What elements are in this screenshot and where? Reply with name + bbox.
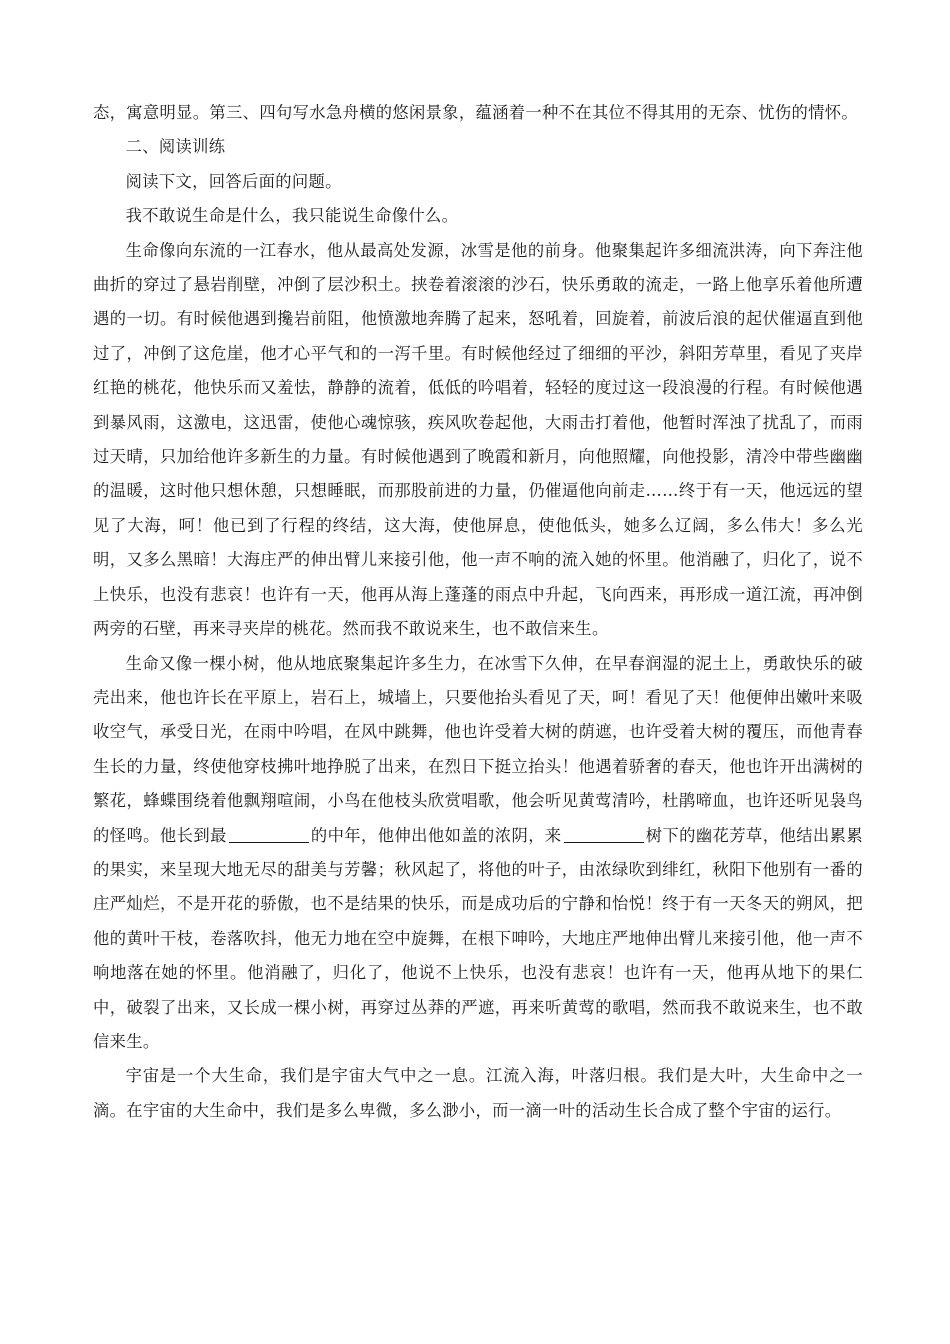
intro-sentence: 我不敢说生命是什么，我只能说生命像什么。 — [125, 206, 459, 226]
paragraph-universe: 宇宙是一个大生命，我们是宇宙大气中之一息。江流入海，叶落归根。我们是大叶，大生命中之一滴。在宇宙的大生命中，我们是多么卑微，多么渺小，而一滴一叶的活动生长合成了整个宇宙的运行。 — [93, 1066, 863, 1120]
section-heading: 二、阅读训练 — [125, 137, 226, 157]
reading-instruction: 阅读下文，回答后面的问题。 — [125, 171, 342, 191]
paragraph-tree-text-2: 的中年，他伸出他如盖的浓阴，来 — [310, 825, 562, 845]
continuation-text: 态，寓意明显。第三、四句写水急舟横的悠闲景象，蕴涵着一种不在其位不得其用的无奈、忧伤的情怀。 — [93, 103, 859, 122]
paragraph-tree-text-3: 树下的幽花芳草，他结出累累的果实，来呈现大地无尽的甜美与芳馨；秋风起了，将他的叶子，由浓绿吹到绯红，秋阳下他别有一番的庄严灿烂，不是开花的骄傲，也不是结果的快乐，而是成功后的宁静和怡悦！终于有一天冬天的朔风，把他的黄叶干枝，卷落吹抖，他无力地在空中旋舞，在根下呻吟，大地庄严地伸出臂儿来接引他，他一声不响地落在她的怀里。他消融了，归化了，他说不上快乐，也没有悲哀！也许有一天，他再从地下的果仁中，破裂了出来，又长成一棵小树，再穿过丛莽的严遮，再来听黄莺的歌唱，然而我不敢说来生，也不敢信来生。 — [93, 825, 863, 1051]
document-body — [93, 96, 863, 1128]
paragraph-tree-text-1: 生命又像一棵小树，他从地底聚集起许多生力，在冰雪下久伸，在早春润湿的泥土上，勇敢快乐的破壳出来，他也许长在平原上，岩石上，城墙上，只要他抬头看见了天，呵！看见了天！他便伸出嫩叶来吸收空气，承受日光，在雨中吟唱，在风中跳舞，他也许受着大树的荫遮，也许受着大树的覆压，而他青春生长的力量，终使他穿枝拂叶地挣脱了出来，在烈日下挺立抬头！他遇着骄奢的春天，他也许开出满树的繁花，蜂蝶围绕着他飘翔喧闹，小鸟在他枝头欣赏唱歌，他会听见黄莺清吟，杜鹃啼血，也许还听见袅鸟的怪鸣。他长到最 — [93, 653, 863, 845]
paragraph-tree — [93, 647, 863, 1060]
paragraph-river: 生命像向东流的一江春水，他从最高处发源，冰雪是他的前身。他聚集起许多细流洪涛，向下奔注他曲折的穿过了悬岩削壁，冲倒了层沙积土。挟卷着滚滚的沙石，快乐勇敢的流走，一路上他享乐着他所遭遇的一切。有时候他遇到攙岩前阻，他愤激地奔腾了起来，怒吼着，回旋着，前波后浪的起伏催逼直到他过了，冲倒了这危崖，他才心平气和的一泻千里。有时候他经过了细细的平沙，斜阳芳草里，看见了夹岸红艳的桃花，他快乐而又羞怯，静静的流着，低低的吟唱着，轻轻的度过这一段浪漫的行程。有时候他遇到暴风雨，这激电，这迅雷，使他心魂惊骇，疾风吹卷起他，大雨击打着他，他暂时浑浊了扰乱了，而雨过天晴，只加给他许多新生的力量。有时候他遇到了晚霞和新月，向他照耀，向他投影，清冷中带些幽幽的温暖，这时他只想休憩，只想睡眠，而那股前进的力量，仍催逼他向前走……终于有一天，他远远的望见了大海，呵！他已到了行程的终结，这大海，使他屏息，使他低头，她多么辽阔，多么伟大！多么光明，又多么黑暗！大海庄严的伸出臂儿来接引他，他一声不响的流入她的怀里。他消融了，归化了，说不上快乐，也没有悲哀！也许有一天，他再从海上蓬蓬的雨点中升起，飞向西来，再形成一道江流，再冲倒两旁的石壁，再来寻夹岸的桃花。然而我不敢说来生，也不敢信来生。 — [93, 240, 863, 639]
fill-in-blank-1 — [229, 825, 309, 842]
fill-in-blank-2 — [564, 825, 644, 842]
